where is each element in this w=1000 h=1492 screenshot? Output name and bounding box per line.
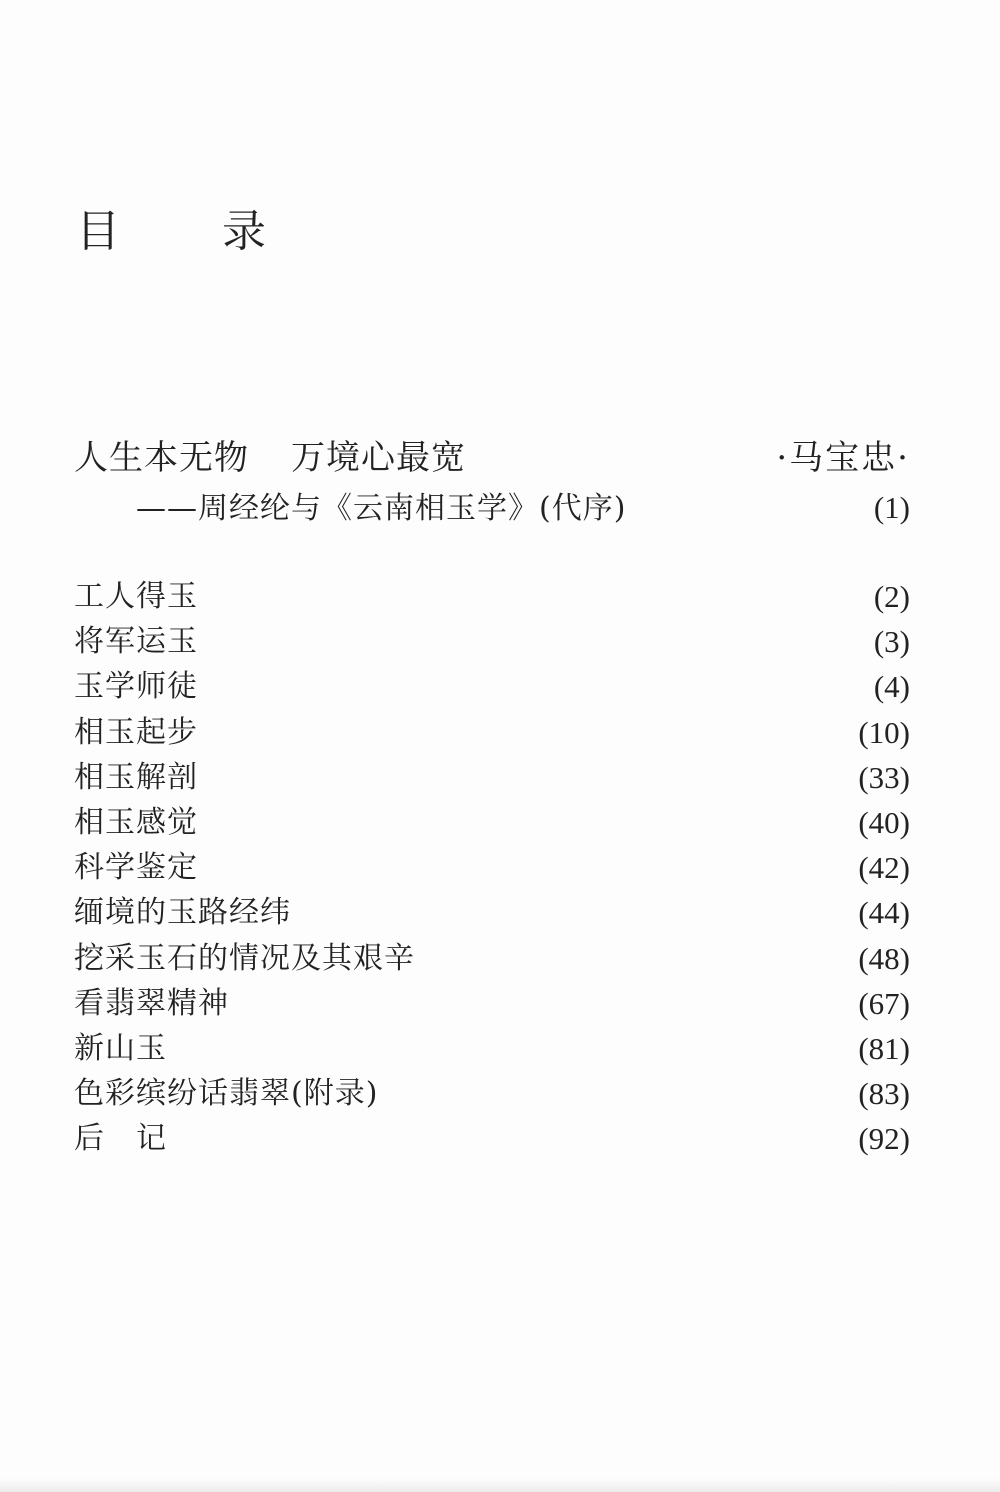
toc-entry-title: 玉学师徒 xyxy=(74,669,198,705)
toc-entry-page: (81) xyxy=(858,1030,910,1066)
toc-entry-title: 工人得玉 xyxy=(74,579,198,615)
preface-subtitle-row xyxy=(74,484,910,532)
toc-entry-title: 相玉起步 xyxy=(74,714,198,750)
page-bottom-edge xyxy=(0,1478,1000,1492)
preface-subtitle: ——周经纶与《云南相玉学》(代序) xyxy=(136,491,627,526)
toc-entry[interactable] xyxy=(74,800,910,845)
toc-entry-page: (48) xyxy=(858,940,910,976)
toc-entry-title: 挖采玉石的情况及其艰辛 xyxy=(74,940,415,976)
toc-entry-title: 相玉感觉 xyxy=(74,805,198,841)
preface-entry[interactable] xyxy=(74,434,910,532)
page-title xyxy=(76,202,266,262)
page-title-char-2: 录 xyxy=(222,206,266,257)
toc-entry[interactable] xyxy=(74,664,910,709)
toc-entry-page: (67) xyxy=(858,985,910,1021)
toc-entry-page: (44) xyxy=(858,895,910,931)
toc-entry-page: (4) xyxy=(873,669,910,705)
toc-entry-page: (2) xyxy=(873,579,910,615)
toc-entry-page: (83) xyxy=(858,1076,910,1112)
toc-entry-page: (42) xyxy=(858,850,910,886)
toc-entry-title: 科学鉴定 xyxy=(74,850,198,886)
toc-entry-title: 色彩缤纷话翡翠(附录) xyxy=(74,1076,379,1112)
preface-title-row xyxy=(74,434,910,482)
toc-entry-title: 看翡翠精神 xyxy=(74,985,229,1021)
table-of-contents xyxy=(74,574,910,1161)
toc-entry-title: 新山玉 xyxy=(74,1030,167,1066)
preface-author: ·马宝忠· xyxy=(776,438,910,478)
toc-entry-page: (40) xyxy=(858,805,910,841)
toc-entry-page: (33) xyxy=(858,759,910,795)
toc-entry[interactable] xyxy=(74,710,910,755)
toc-entry[interactable] xyxy=(74,755,910,800)
toc-entry-title: 后 记 xyxy=(74,1121,167,1157)
toc-entry-title: 相玉解剖 xyxy=(74,759,198,795)
toc-entry[interactable] xyxy=(74,619,910,664)
toc-entry-page: (10) xyxy=(858,714,910,750)
toc-entry-title: 缅境的玉路经纬 xyxy=(74,895,291,931)
page-title-char-1: 目 xyxy=(76,206,120,257)
toc-entry-title: 将军运玉 xyxy=(74,624,198,660)
toc-entry[interactable] xyxy=(74,1026,910,1071)
preface-title-part-2: 万境心最宽 xyxy=(291,438,466,478)
preface-title-part-1: 人生本无物 xyxy=(74,438,249,478)
toc-entry-page: (92) xyxy=(858,1121,910,1157)
preface-title xyxy=(74,434,466,482)
preface-page-number: (1) xyxy=(873,490,910,525)
toc-entry[interactable] xyxy=(74,890,910,935)
toc-entry[interactable] xyxy=(74,1071,910,1116)
toc-entry[interactable] xyxy=(74,936,910,981)
toc-entry[interactable] xyxy=(74,1116,910,1161)
toc-entry[interactable] xyxy=(74,574,910,619)
toc-entry-page: (3) xyxy=(873,624,910,660)
toc-entry[interactable] xyxy=(74,845,910,890)
toc-entry[interactable] xyxy=(74,981,910,1026)
